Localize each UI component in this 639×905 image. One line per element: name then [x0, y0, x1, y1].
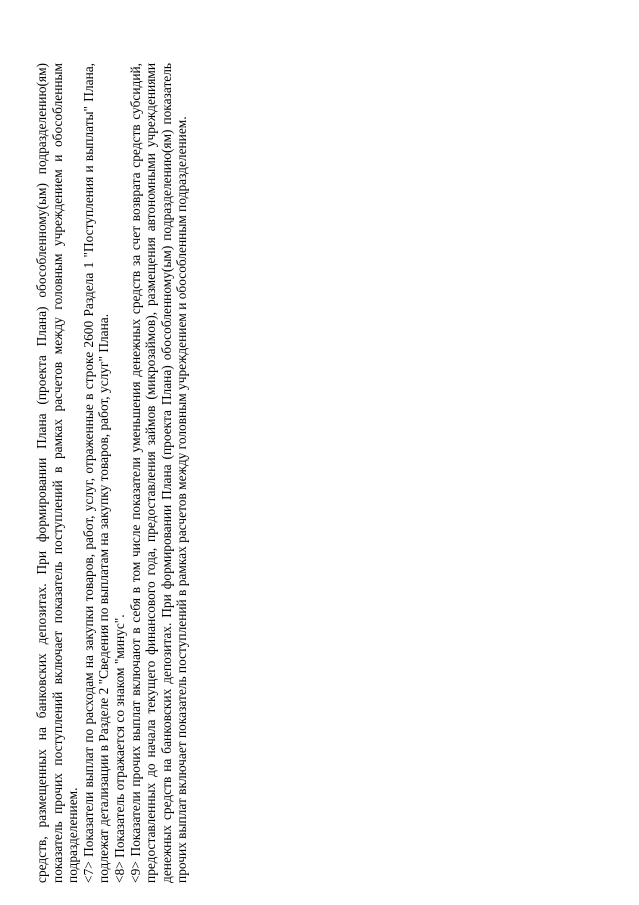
footnote-7: <7> Показатели выплат по расходам на закупки товаров, работ, услуг, отраженные в строке 2600 Раздела 1 "Поступления и выплаты" Плана, подлежат детализации в Разделе 2 "Сведения по выплатам на закупку товаров, работ, услуг" Плана.	[80, 62, 112, 883]
rotated-text-block	[34, 63, 190, 883]
footnote-9: <9> Показатели прочих выплат включают в себя в том числе показатели уменьшения денежных средств за счет возврата средств субсидий, предоставленных до начала текущего финансового года, предоставления займов (микрозаймов), размещения автономными учреждениями денежных средств на банковских депозитах. При формировании Плана (проекта Плана) обособленному(ым) подразделению(ям) показатель прочих выплат включает показатель поступлений в рамках расчетов между головным учреждением и обособленным подразделением.	[127, 62, 190, 883]
footnote-8: <8> Показатель отражается со знаком "минус".	[112, 614, 127, 883]
paragraph-deposits: средств, размещенных на банковских депозитах. При формировании Плана (проекта Плана) обособленному(ым) подразделению(ям) показатель прочих поступлений включает показатель поступлений в рамках расчетов между головным учреждением и обособленным подразделением.	[34, 62, 81, 883]
